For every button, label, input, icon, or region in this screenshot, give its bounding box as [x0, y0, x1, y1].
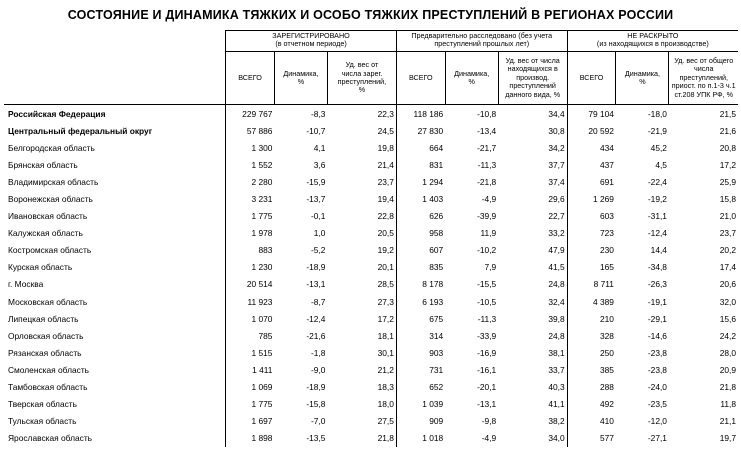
value-cell-total: 8 711 — [567, 276, 616, 293]
page-title: СОСТОЯНИЕ И ДИНАМИКА ТЯЖКИХ И ОСОБО ТЯЖКИХ ПРЕСТУПЛЕНИЙ В РЕГИОНАХ РОССИИ — [67, 8, 674, 22]
value-cell-total: 1 552 — [226, 156, 275, 173]
value-cell-total: 210 — [567, 310, 616, 327]
value-cell-dynamics: -15,8 — [306, 399, 326, 410]
value-cell-total: 958 — [396, 225, 445, 242]
value-cell-share: 22,8 — [377, 211, 394, 222]
value-cell-share: 32,4 — [548, 296, 565, 307]
value-cell-total: 1 411 — [226, 361, 275, 378]
table-row — [4, 310, 738, 327]
value-cell-total: 328 — [567, 327, 616, 344]
value-cell-total: 1 515 — [226, 344, 275, 361]
value-cell-total: 785 — [226, 327, 275, 344]
value-cell-share: 22,7 — [548, 211, 565, 222]
value-cell-share: 38,2 — [548, 416, 565, 427]
value-cell-share: 41,1 — [548, 399, 565, 410]
value-cell-dynamics: -4,9 — [481, 433, 497, 444]
value-cell-share: 30,1 — [377, 347, 394, 358]
table-row — [4, 190, 738, 207]
value-cell-dynamics: -8,7 — [311, 296, 326, 307]
value-cell-total: 1 018 — [396, 430, 445, 447]
subheader-total: ВСЕГО — [567, 52, 616, 105]
table-row — [4, 122, 738, 139]
value-cell-share: 24,5 — [377, 125, 394, 136]
value-cell-dynamics: -29,1 — [647, 313, 667, 324]
value-cell-share: 40,3 — [548, 382, 565, 393]
value-cell-dynamics: -21,8 — [477, 176, 497, 187]
value-cell-total: 723 — [567, 225, 616, 242]
table-row — [4, 139, 738, 156]
value-cell-total: 434 — [567, 139, 616, 156]
value-cell-share: 38,1 — [548, 347, 565, 358]
value-cell-dynamics: -23,5 — [647, 399, 667, 410]
value-cell-total: 20 514 — [226, 276, 275, 293]
value-cell-share: 37,4 — [548, 176, 565, 187]
value-cell-share: 21,6 — [719, 125, 736, 136]
value-cell-share: 19,8 — [377, 142, 394, 153]
region-name-cell: Воронежская область — [8, 194, 93, 205]
subheader-total: ВСЕГО — [226, 52, 275, 105]
table-row — [4, 242, 738, 259]
crime-statistics-table — [4, 30, 738, 447]
value-cell-share: 21,1 — [719, 416, 736, 427]
subheader-total: ВСЕГО — [396, 52, 445, 105]
value-cell-total: 230 — [567, 242, 616, 259]
value-cell-share: 11,8 — [720, 399, 736, 410]
value-cell-total: 1 775 — [226, 396, 275, 413]
value-cell-dynamics: -4,9 — [481, 194, 497, 205]
value-cell-total: 577 — [567, 430, 616, 447]
value-cell-dynamics: -16,9 — [477, 347, 497, 358]
value-cell-total: 1 230 — [226, 259, 275, 276]
value-cell-total: 2 280 — [226, 173, 275, 190]
region-name-cell: Калужская область — [8, 228, 83, 239]
value-cell-total: 20 592 — [567, 122, 616, 139]
value-cell-dynamics: -9,8 — [481, 416, 497, 427]
value-cell-dynamics: -18,0 — [616, 105, 669, 123]
value-cell-dynamics: -20,1 — [477, 382, 497, 393]
value-cell-share: 17,2 — [719, 159, 736, 170]
value-cell-share: 20,5 — [377, 228, 394, 239]
table-row — [4, 379, 738, 396]
value-cell-share: 19,2 — [377, 245, 394, 256]
value-cell-share: 30,8 — [548, 125, 565, 136]
value-cell-total: 57 886 — [226, 122, 275, 139]
value-cell-dynamics: -10,8 — [445, 105, 498, 123]
value-cell-dynamics: -31,1 — [647, 211, 667, 222]
value-cell-share: 23,7 — [719, 228, 736, 239]
value-cell-dynamics: -12,4 — [647, 228, 667, 239]
value-cell-dynamics: -33,9 — [477, 330, 497, 341]
value-cell-dynamics: -11,3 — [477, 159, 497, 170]
value-cell-share: 28,0 — [719, 347, 736, 358]
value-cell-dynamics: -11,3 — [477, 313, 497, 324]
value-cell-total: 492 — [567, 396, 616, 413]
value-cell-share: 27,3 — [377, 296, 394, 307]
value-cell-share: 20,6 — [719, 279, 736, 290]
table-row — [4, 344, 738, 361]
value-cell-dynamics: 45,2 — [650, 142, 667, 153]
value-cell-dynamics: -39,9 — [477, 211, 497, 222]
value-cell-total: 437 — [567, 156, 616, 173]
value-cell-total: 652 — [396, 379, 445, 396]
region-name-cell: Центральный федеральный округ — [8, 125, 153, 136]
value-cell-total: 314 — [396, 327, 445, 344]
region-name-cell: Белгородская область — [8, 142, 95, 153]
value-cell-dynamics: -7,0 — [311, 416, 326, 427]
region-name-cell: Владимирская область — [8, 176, 99, 187]
region-name-cell: Рязанская область — [8, 347, 82, 358]
value-cell-total: 8 178 — [396, 276, 445, 293]
value-cell-total: 3 231 — [226, 190, 275, 207]
value-cell-dynamics: -13,7 — [306, 194, 326, 205]
value-cell-share: 21,8 — [377, 433, 394, 444]
value-cell-share: 17,2 — [377, 313, 394, 324]
value-cell-total: 883 — [226, 242, 275, 259]
value-cell-total: 691 — [567, 173, 616, 190]
table-row — [4, 396, 738, 413]
value-cell-dynamics: -13,4 — [477, 125, 497, 136]
value-cell-share: 25,9 — [719, 176, 736, 187]
value-cell-dynamics: -9,0 — [311, 364, 326, 375]
value-cell-dynamics: -0,1 — [311, 211, 326, 222]
value-cell-total: 1 775 — [226, 208, 275, 225]
value-cell-total: 831 — [396, 156, 445, 173]
value-cell-share: 20,1 — [377, 262, 394, 273]
value-cell-total: 79 104 — [567, 105, 616, 123]
value-cell-dynamics: -13,5 — [306, 433, 326, 444]
value-cell-dynamics: -27,1 — [647, 433, 667, 444]
value-cell-share: 15,6 — [719, 313, 736, 324]
region-name-cell: Тверская область — [8, 399, 77, 410]
group-header-unsolved: НЕ РАСКРЫТО (из находящихся в производстве) — [567, 31, 738, 52]
group-header-registered: ЗАРЕГИСТРИРОВАНО (в отчетном периоде) — [226, 31, 397, 52]
value-cell-share: 24,8 — [548, 330, 565, 341]
value-cell-share: 47,9 — [548, 245, 565, 256]
value-cell-total: 11 923 — [226, 293, 275, 310]
value-cell-total: 288 — [567, 379, 616, 396]
table-row — [4, 259, 738, 276]
value-cell-total: 118 186 — [396, 105, 445, 123]
value-cell-total: 1 269 — [567, 190, 616, 207]
table-row — [4, 105, 738, 123]
value-cell-share: 29,6 — [548, 194, 565, 205]
value-cell-total: 165 — [567, 259, 616, 276]
region-name-cell: Орловская область — [8, 330, 84, 341]
value-cell-share: 24,8 — [548, 279, 565, 290]
value-cell-share: 34,0 — [548, 433, 565, 444]
subheader-dynamics: Динамика, % — [445, 52, 498, 105]
value-cell-share: 17,4 — [719, 262, 736, 273]
value-cell-share: 19,7 — [719, 433, 736, 444]
value-cell-total: 675 — [396, 310, 445, 327]
value-cell-share: 28,5 — [377, 279, 394, 290]
region-name-cell: Московская область — [8, 296, 88, 307]
value-cell-dynamics: -22,4 — [647, 176, 667, 187]
value-cell-dynamics: 14,4 — [650, 245, 667, 256]
region-name-cell: Тамбовская область — [8, 382, 88, 393]
value-cell-total: 731 — [396, 361, 445, 378]
region-name-cell: Курская область — [8, 262, 73, 273]
subheader-dynamics: Динамика, % — [274, 52, 327, 105]
value-cell-total: 1 039 — [396, 396, 445, 413]
region-name-cell: Тульская область — [8, 416, 77, 427]
value-cell-dynamics: -10,2 — [477, 245, 497, 256]
value-cell-total: 410 — [567, 413, 616, 430]
table-row — [4, 430, 738, 447]
value-cell-dynamics: -13,1 — [306, 279, 326, 290]
value-cell-total: 626 — [396, 208, 445, 225]
value-cell-dynamics: -19,2 — [647, 194, 667, 205]
value-cell-total: 1 898 — [226, 430, 275, 447]
value-cell-dynamics: -1,8 — [311, 347, 326, 358]
value-cell-dynamics: -13,1 — [477, 399, 497, 410]
value-cell-share: 21,2 — [377, 364, 394, 375]
value-cell-total: 27 830 — [396, 122, 445, 139]
value-cell-dynamics: -19,1 — [647, 296, 667, 307]
value-cell-dynamics: -12,4 — [306, 313, 326, 324]
value-cell-total: 229 767 — [226, 105, 275, 123]
table-row — [4, 413, 738, 430]
table-row — [4, 293, 738, 310]
table-row — [4, 361, 738, 378]
table-row — [4, 173, 738, 190]
region-header-cell — [4, 31, 226, 105]
value-cell-dynamics: 3,6 — [313, 159, 326, 170]
table-row — [4, 225, 738, 242]
subheader-dynamics: Динамика, % — [616, 52, 669, 105]
value-cell-dynamics: -23,8 — [647, 347, 667, 358]
value-cell-dynamics: -21,9 — [647, 125, 667, 136]
value-cell-dynamics: -21,6 — [306, 330, 326, 341]
region-name-cell: Ивановская область — [8, 211, 88, 222]
value-cell-dynamics: -8,3 — [274, 105, 327, 123]
value-cell-dynamics: -5,2 — [311, 245, 326, 256]
value-cell-total: 903 — [396, 344, 445, 361]
value-cell-share: 24,2 — [719, 330, 736, 341]
value-cell-total: 4 389 — [567, 293, 616, 310]
value-cell-total: 835 — [396, 259, 445, 276]
subheader-share: Уд. вес от числа находящихся в производ. преступлений данного вида, % — [498, 52, 567, 105]
value-cell-share: 21,8 — [719, 382, 736, 393]
value-cell-dynamics: -23,8 — [647, 364, 667, 375]
value-cell-share: 21,4 — [377, 159, 394, 170]
subheader-share: Уд. вес от числа зарег. преступлений, % — [327, 52, 396, 105]
value-cell-dynamics: -18,9 — [306, 382, 326, 393]
value-cell-dynamics: -18,9 — [306, 262, 326, 273]
region-name-cell: Липецкая область — [8, 313, 79, 324]
value-cell-dynamics: 7,9 — [484, 262, 497, 273]
value-cell-dynamics: -15,5 — [477, 279, 497, 290]
value-cell-share: 32,0 — [719, 296, 736, 307]
value-cell-dynamics: 1,0 — [313, 228, 326, 239]
value-cell-share: 20,8 — [719, 142, 736, 153]
value-cell-share: 41,5 — [548, 262, 565, 273]
value-cell-total: 1 403 — [396, 190, 445, 207]
region-name-cell: Костромская область — [8, 245, 92, 256]
region-name-cell: Ярославская область — [8, 433, 93, 444]
value-cell-total: 385 — [567, 361, 616, 378]
table-row — [4, 208, 738, 225]
region-name-cell: Смоленская область — [8, 364, 90, 375]
region-name-cell: г. Москва — [8, 279, 44, 290]
value-cell-dynamics: -16,1 — [477, 364, 497, 375]
value-cell-dynamics: -10,5 — [477, 296, 497, 307]
group-header-investigated: Предварительно расследовано (без учета преступлений прошлых лет) — [396, 31, 567, 52]
value-cell-total: 603 — [567, 208, 616, 225]
value-cell-dynamics: 4,5 — [655, 159, 667, 170]
value-cell-share: 34,2 — [548, 142, 565, 153]
value-cell-total: 6 193 — [396, 293, 445, 310]
value-cell-total: 1 300 — [226, 139, 275, 156]
value-cell-dynamics: -21,7 — [477, 142, 497, 153]
value-cell-dynamics: -15,9 — [306, 176, 326, 187]
region-name-cell: Российская Федерация — [4, 105, 226, 123]
value-cell-share: 23,7 — [377, 176, 394, 187]
value-cell-share: 21,0 — [719, 211, 736, 222]
value-cell-dynamics: -10,7 — [306, 125, 326, 136]
value-cell-total: 1 978 — [226, 225, 275, 242]
table-row — [4, 276, 738, 293]
value-cell-share: 18,0 — [377, 399, 394, 410]
subheader-share: Уд. вес от общего числа преступлений, приост. по п.1-3 ч.1 ст.208 УПК РФ, % — [669, 52, 738, 105]
value-cell-total: 1 294 — [396, 173, 445, 190]
value-cell-total: 664 — [396, 139, 445, 156]
value-cell-total: 909 — [396, 413, 445, 430]
value-cell-total: 1 069 — [226, 379, 275, 396]
value-cell-dynamics: -26,3 — [647, 279, 667, 290]
region-name-cell: Брянская область — [8, 159, 78, 170]
value-cell-dynamics: 4,1 — [313, 142, 326, 153]
value-cell-share: 34,4 — [498, 105, 567, 123]
value-cell-share: 20,9 — [719, 364, 736, 375]
value-cell-total: 1 070 — [226, 310, 275, 327]
value-cell-share: 39,8 — [548, 313, 565, 324]
value-cell-share: 37,7 — [548, 159, 565, 170]
value-cell-share: 18,3 — [377, 382, 394, 393]
value-cell-share: 18,1 — [377, 330, 394, 341]
value-cell-total: 607 — [396, 242, 445, 259]
value-cell-share: 20,2 — [719, 245, 736, 256]
value-cell-dynamics: -34,8 — [647, 262, 667, 273]
table-row — [4, 156, 738, 173]
value-cell-total: 250 — [567, 344, 616, 361]
value-cell-share: 27,5 — [377, 416, 394, 427]
value-cell-dynamics: -14,6 — [647, 330, 667, 341]
value-cell-dynamics: 11,9 — [480, 228, 497, 239]
value-cell-dynamics: -24,0 — [647, 382, 667, 393]
value-cell-share: 33,7 — [548, 364, 565, 375]
value-cell-share: 21,5 — [669, 105, 738, 123]
value-cell-dynamics: -12,0 — [647, 416, 667, 427]
value-cell-share: 33,2 — [548, 228, 565, 239]
value-cell-total: 1 697 — [226, 413, 275, 430]
value-cell-share: 15,8 — [719, 194, 736, 205]
value-cell-share: 22,3 — [327, 105, 396, 123]
table-row — [4, 327, 738, 344]
value-cell-share: 19,4 — [377, 194, 394, 205]
